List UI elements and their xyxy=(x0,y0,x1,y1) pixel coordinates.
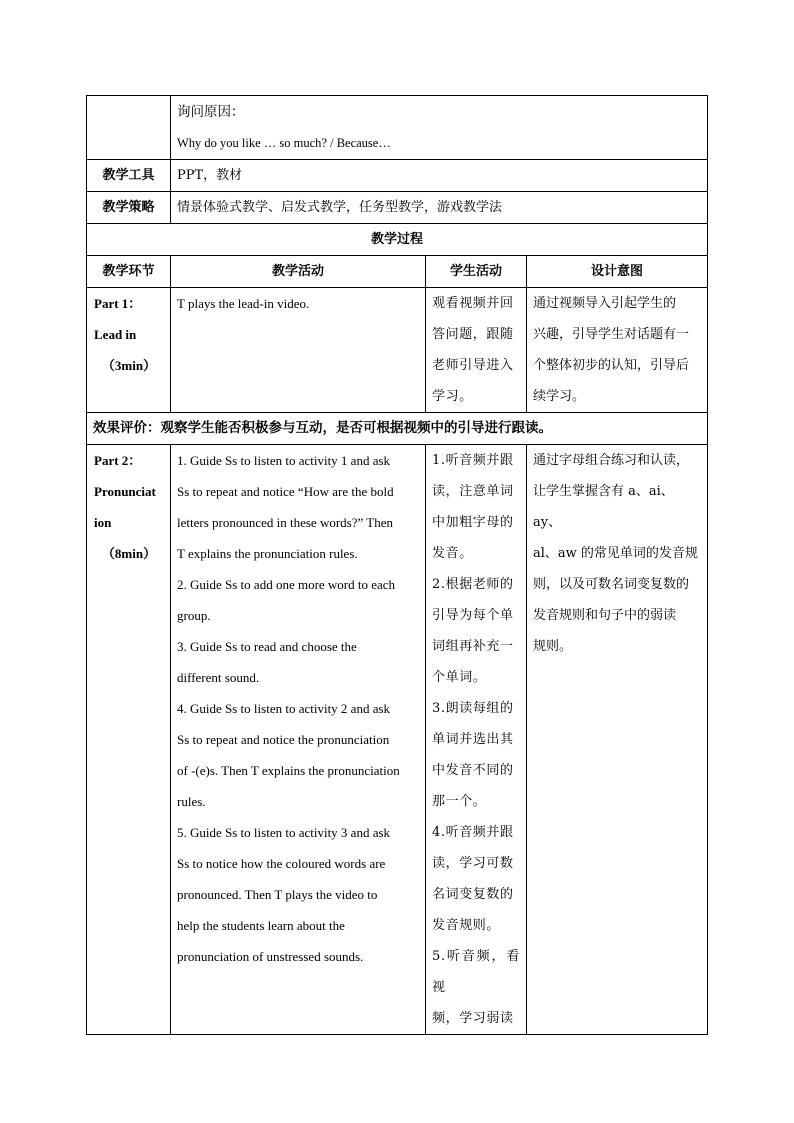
part2-label-line-1: Part 2： xyxy=(94,453,142,468)
column-header-intent: 设计意图 xyxy=(527,256,708,288)
part2-student-line-1: 1.听音频并跟 xyxy=(432,453,514,468)
part1-row xyxy=(87,288,708,413)
part2-student-line-17: 5.听音频，看视 xyxy=(432,949,520,995)
process-title-row xyxy=(87,224,708,256)
part2-student-line-12: 那一个。 xyxy=(432,794,487,809)
evaluation-row xyxy=(87,413,708,445)
part2-student-line-10: 单词并选出其 xyxy=(432,732,514,747)
part2-activity-line-14: Ss to notice how the coloured words are xyxy=(177,856,386,871)
part2-activity-line-12: rules. xyxy=(177,794,206,809)
part2-row xyxy=(87,445,708,1035)
part1-intent-line-3: 个整体初步的认知，引导后 xyxy=(533,358,690,373)
evaluation-text: 效果评价：观察学生能否积极参与互动，是否可根据视频中的引导进行跟读。 xyxy=(93,420,552,436)
part2-student-line-4: 发音。 xyxy=(432,546,473,561)
part2-activity xyxy=(171,445,426,1035)
part2-activity-line-16: help the students learn about the xyxy=(177,918,345,933)
column-header-row xyxy=(87,256,708,288)
tools-row xyxy=(87,160,708,192)
part2-student-line-7: 词组再补充一 xyxy=(432,639,514,654)
part2-intent-line-4: 则，以及可数名词变复数的 xyxy=(533,577,690,592)
part1-intent xyxy=(527,288,708,413)
part2-label-line-3: ion xyxy=(94,515,112,530)
part1-student-line-4: 学习。 xyxy=(432,389,473,404)
part2-activity-line-15: pronounced. Then T plays the video to xyxy=(177,887,378,902)
part2-activity-line-10: Ss to repeat and notice the pronunciation xyxy=(177,732,390,747)
reason-line-1: 询问原因： xyxy=(177,104,245,120)
part2-student-line-14: 读，学习可数 xyxy=(432,856,514,871)
part1-intent-line-1: 通过视频导入引起学生的 xyxy=(533,296,677,311)
part2-student-line-5: 2.根据老师的 xyxy=(432,577,514,592)
part2-activity-line-6: group. xyxy=(177,608,211,623)
part2-label-line-2: Pronunciat xyxy=(94,484,156,499)
reason-line-2: Why do you like … so much? / Because… xyxy=(177,136,391,150)
part1-intent-line-2: 兴趣，引导学生对话题有一 xyxy=(533,327,690,342)
part2-activity-line-9: 4. Guide Ss to listen to activity 2 and ask xyxy=(177,701,391,716)
part2-activity-line-11: of -(e)s. Then T explains the pronunciation xyxy=(177,763,400,778)
part1-intent-line-4: 续学习。 xyxy=(533,389,586,404)
part2-label-line-4: （8min） xyxy=(101,546,157,561)
strategy-label: 教学策略 xyxy=(87,192,171,224)
tools-label: 教学工具 xyxy=(87,160,171,192)
part2-activity-line-5: 2. Guide Ss to add one more word to each xyxy=(177,577,396,592)
part2-activity-line-17: pronunciation of unstressed sounds. xyxy=(177,949,364,964)
part2-activity-line-8: different sound. xyxy=(177,670,260,685)
part2-intent xyxy=(527,445,708,1035)
part2-student xyxy=(426,445,527,1035)
part2-student-line-2: 读，注意单词 xyxy=(432,484,514,499)
part1-activity: T plays the lead-in video. xyxy=(171,288,426,413)
reason-row xyxy=(87,96,708,160)
part2-student-line-3: 中加粗字母的 xyxy=(432,515,514,530)
part1-label-line-1: Part 1： xyxy=(94,296,142,311)
part2-activity-line-13: 5. Guide Ss to listen to activity 3 and ask xyxy=(177,825,391,840)
part2-activity-line-3: letters pronounced in these words?” Then xyxy=(177,515,393,530)
part2-student-line-15: 名词变复数的 xyxy=(432,887,514,902)
part2-student-line-13: 4.听音频并跟 xyxy=(432,825,514,840)
part2-activity-line-2: Ss to repeat and notice “How are the bold xyxy=(177,484,394,499)
part2-student-line-8: 个单词。 xyxy=(432,670,487,685)
part2-activity-line-1: 1. Guide Ss to listen to activity 1 and ask xyxy=(177,453,391,468)
part1-student-line-1: 观看视频并回 xyxy=(432,296,514,311)
strategy-value: 情景体验式教学、启发式教学，任务型教学，游戏教学法 xyxy=(171,192,708,224)
column-header-stage: 教学环节 xyxy=(87,256,171,288)
part2-intent-line-1: 通过字母组合练习和认读， xyxy=(533,453,690,468)
part1-student-line-2: 答问题，跟随 xyxy=(432,327,514,342)
part2-intent-line-6: 规则。 xyxy=(533,639,573,654)
part2-student-line-11: 中发音不同的 xyxy=(432,763,514,778)
reason-cell xyxy=(171,96,708,160)
strategy-row xyxy=(87,192,708,224)
part2-intent-line-5: 发音规则和句子中的弱读 xyxy=(533,608,677,623)
part2-student-line-6: 引导为每个单 xyxy=(432,608,514,623)
part2-intent-line-3: al、aw 的常见单词的发音规 xyxy=(533,546,698,561)
part2-student-line-18: 频，学习弱读 xyxy=(432,1011,514,1026)
part2-student-line-9: 3.朗读每组的 xyxy=(432,701,514,716)
part1-label-line-2: Lead in xyxy=(94,327,137,342)
part2-student-line-16: 发音规则。 xyxy=(432,918,501,933)
part1-student xyxy=(426,288,527,413)
tools-value: PPT，教材 xyxy=(171,160,708,192)
part1-label-line-3: （3min） xyxy=(101,358,157,373)
evaluation-cell xyxy=(87,413,708,445)
reason-label-cell xyxy=(87,96,171,160)
part2-label xyxy=(87,445,171,1035)
part2-activity-line-4: T explains the pronunciation rules. xyxy=(177,546,358,561)
part2-activity-line-7: 3. Guide Ss to read and choose the xyxy=(177,639,357,654)
part1-student-line-3: 老师引导进入 xyxy=(432,358,514,373)
lesson-plan-table xyxy=(86,95,708,1035)
part2-intent-line-2: 让学生掌握含有 a、ai、ay、 xyxy=(533,484,674,530)
column-header-activity: 教学活动 xyxy=(171,256,426,288)
column-header-student: 学生活动 xyxy=(426,256,527,288)
process-title: 教学过程 xyxy=(87,224,708,256)
part1-label xyxy=(87,288,171,413)
